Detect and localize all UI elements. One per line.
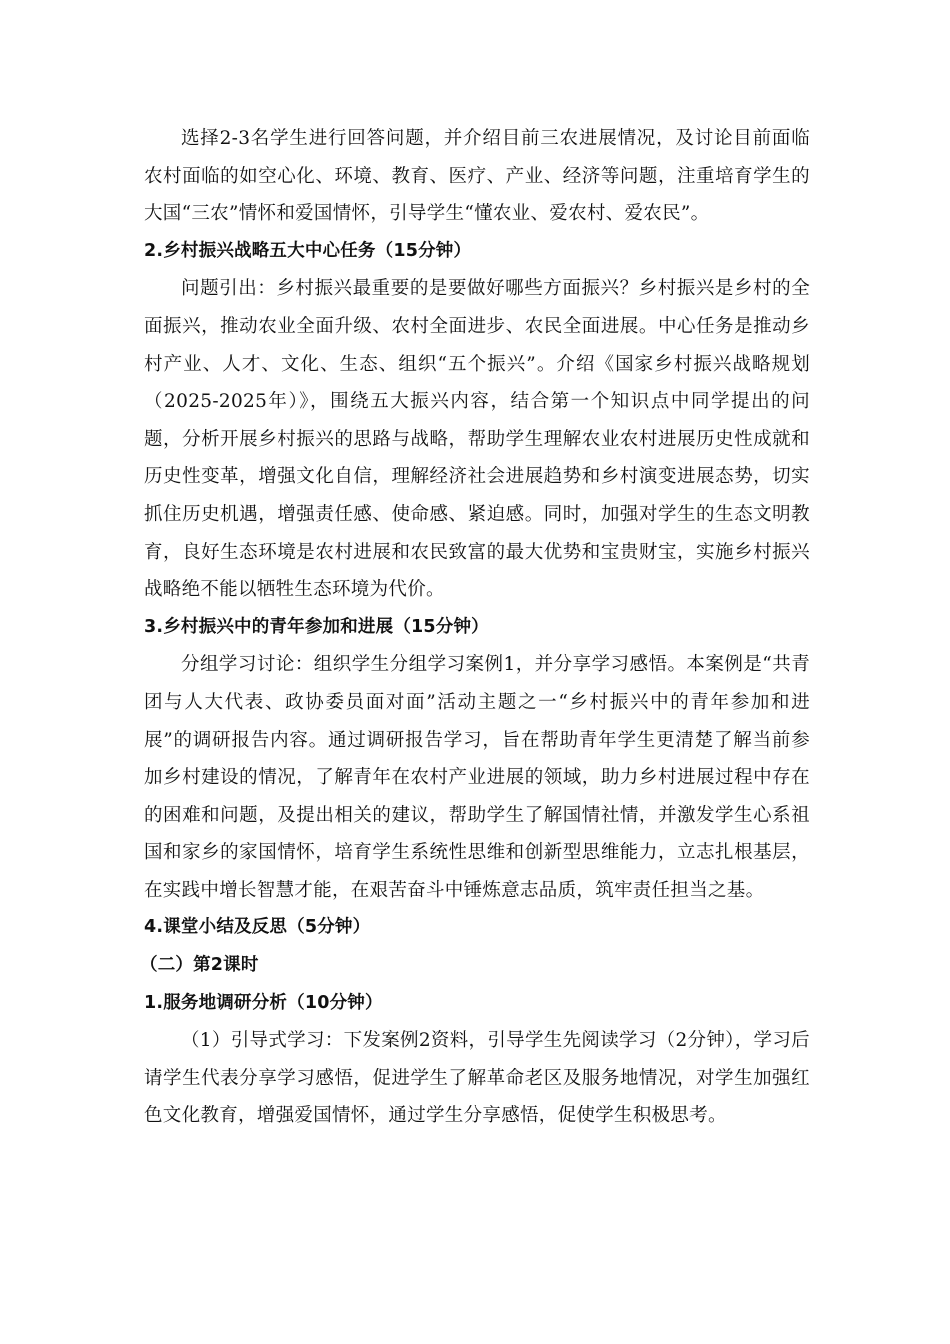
document-body (140, 120, 810, 1135)
paragraph-youth-participation: 分组学习讨论：组织学生分组学习案例1，并分享学习感悟。本案例是“共青团与人大代表、政协委员面对面”活动主题之一“乡村振兴中的青年参加和进展”的调研报告内容。通过调研报告学习，旨在帮助青年学生更清楚了解当前参加乡村建设的情况，了解青年在农村产业进展的领域，助力乡村进展过程中存在的困难和问题，及提出相关的建议，帮助学生了解国情社情，并激发学生心系祖国和家乡的家国情怀，培育学生系统性思维和创新型思维能力，立志扎根基层，在实践中增长智慧才能，在艰苦奋斗中锤炼意志品质，筑牢责任担当之基。 (144, 654, 810, 901)
paragraph-guided-learning: （1）引导式学习：下发案例2资料，引导学生先阅读学习（2分钟），学习后请学生代表分享学习感悟，促进学生了解革命老区及服务地情况，对学生加强红色文化教育，增强爱国情怀，通过学生分享感悟，促使学生积极思考。 (144, 1030, 810, 1127)
paragraph-intro-discussion: 选择2-3名学生进行回答问题，并介绍目前三农进展情况，及讨论目前面临农村面临的如空心化、环境、教育、医疗、产业、经济等问题，注重培育学生的大国“三农”情怀和爱国情怀，引导学生“懂农业、爱农村、爱农民”。 (144, 128, 810, 225)
heading-lesson2-section-1: 1.服务地调研分析（10分钟） (144, 992, 383, 1013)
heading-lesson-2: （二）第2课时 (140, 955, 259, 976)
paragraph-five-tasks: 问题引出：乡村振兴最重要的是要做好哪些方面振兴？乡村振兴是乡村的全面振兴，推动农业全面升级、农村全面进步、农民全面进展。中心任务是推动乡村产业、人才、文化、生态、组织“五个振兴”。介绍《国家乡村振兴战略规划（2025-2025年）》，围绕五大振兴内容，结合第一个知识点中同学提出的问题，分析开展乡村振兴的思路与战略，帮助学生理解农业农村进展历史性成就和历史性变革，增强文化自信，理解经济社会进展趋势和乡村演变进展态势，切实抓住历史机遇，增强责任感、使命感、紧迫感。同时，加强对学生的生态文明教育，良好生态环境是农村进展和农民致富的最大优势和宝贵财宝，实施乡村振兴战略绝不能以牺牲生态环境为代价。 (144, 278, 810, 601)
heading-section-2: 2.乡村振兴战略五大中心任务（15分钟） (144, 240, 472, 261)
heading-section-3: 3.乡村振兴中的青年参加和进展（15分钟） (144, 616, 489, 637)
heading-section-4: 4.课堂小结及反思（5分钟） (144, 917, 371, 938)
